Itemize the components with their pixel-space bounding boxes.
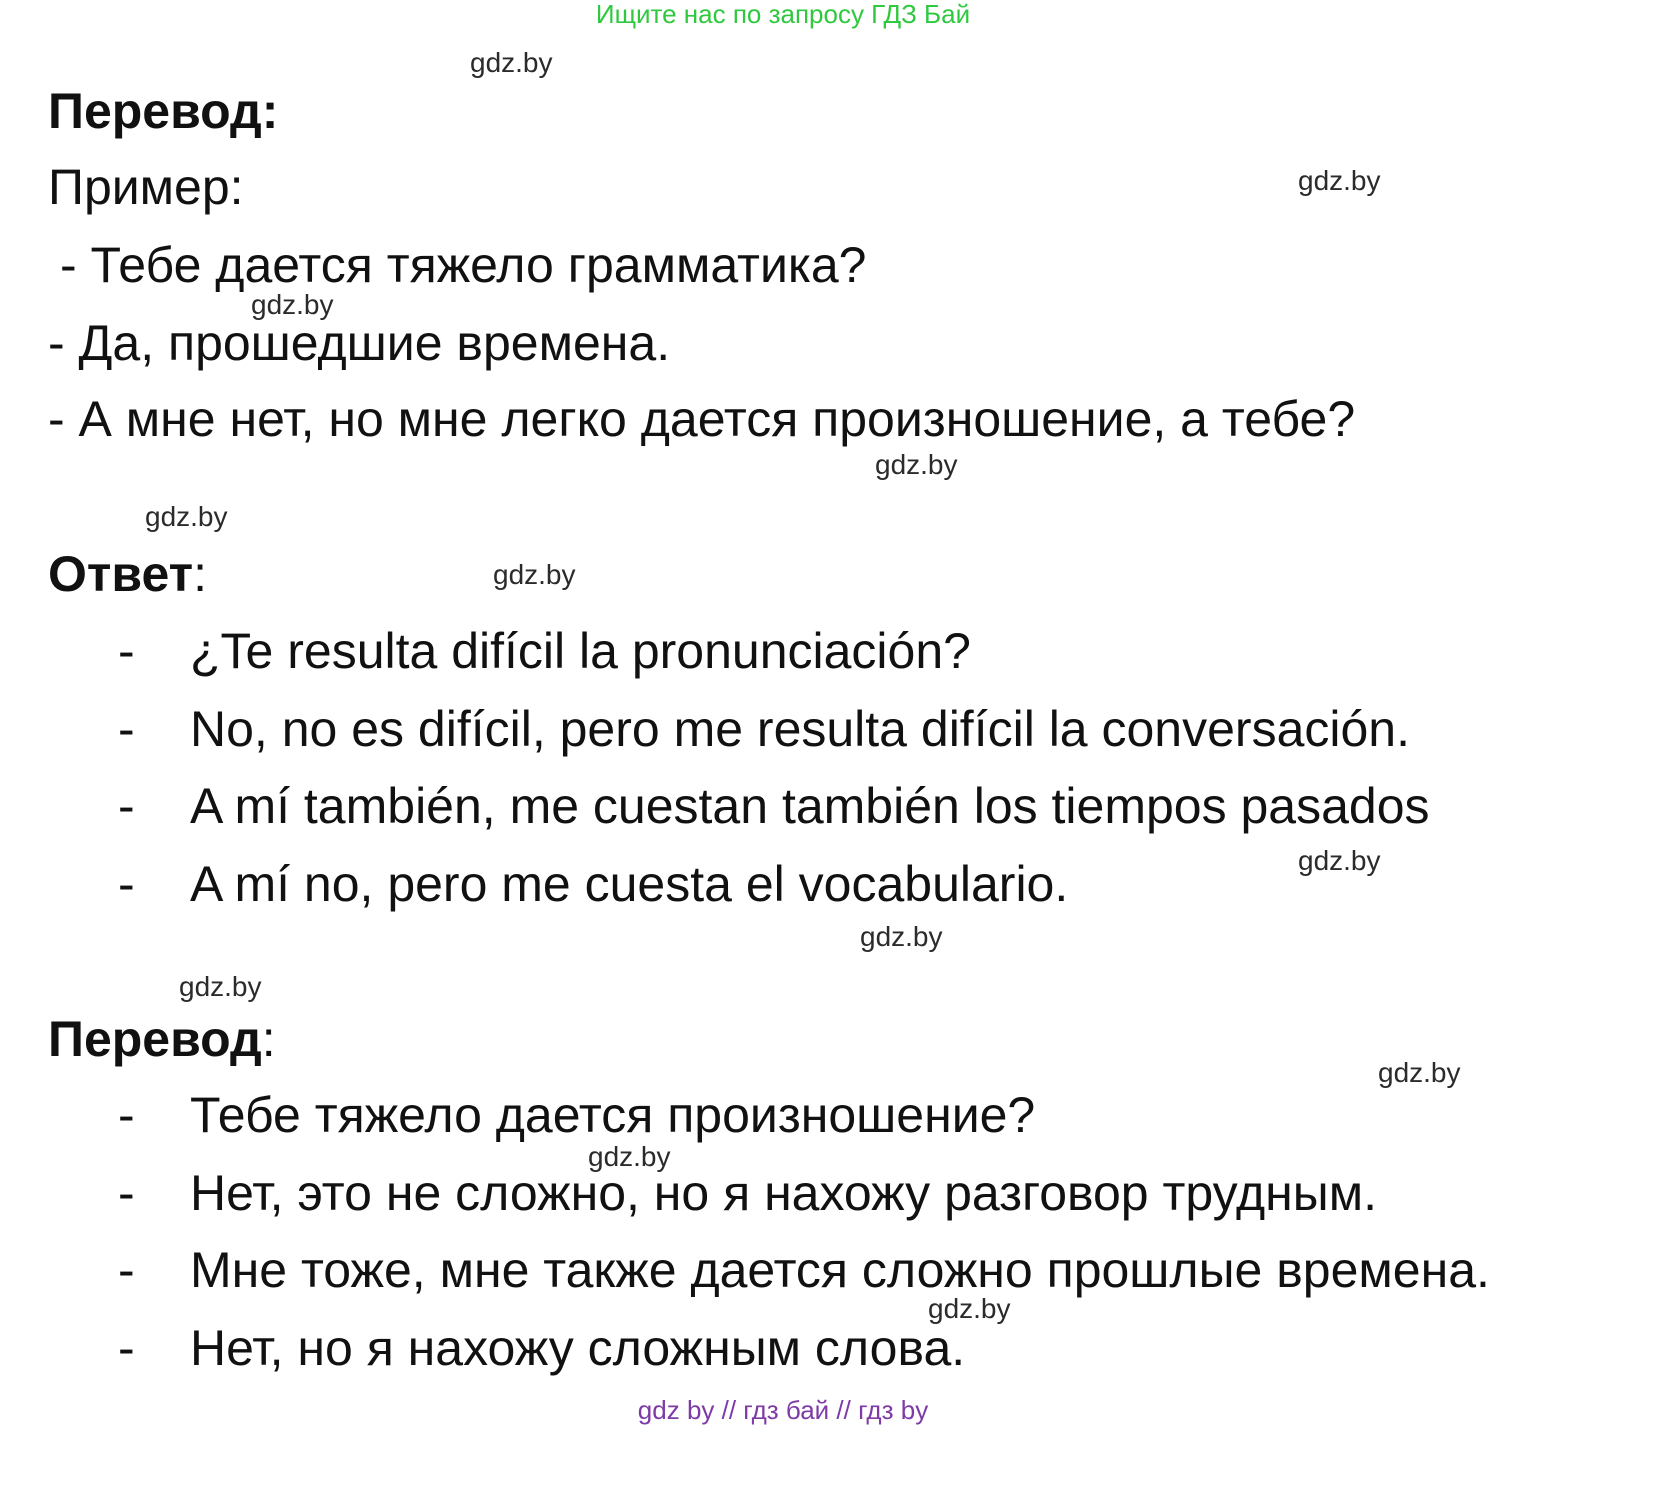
watermark: gdz.by: [875, 449, 958, 480]
example-label: Пример:: [48, 159, 244, 215]
answer-line: ¿Te resulta difícil la pronunciación?: [190, 623, 971, 679]
example-line: - Тебе дается тяжело грамматика?: [60, 237, 867, 293]
translation-line: Нет, но я нахожу сложным слова.: [190, 1320, 966, 1376]
translation-bullet: -: [118, 1320, 135, 1376]
watermark: gdz.by: [470, 47, 553, 78]
example-line: - А мне нет, но мне легко дается произношение, а тебе?: [48, 391, 1356, 447]
answer-bullet: -: [118, 701, 135, 757]
watermark: gdz.by: [1378, 1057, 1461, 1088]
translation-heading: Перевод:: [48, 83, 279, 139]
watermark: gdz.by: [179, 971, 262, 1002]
answer-bullet: -: [118, 778, 135, 834]
watermark: gdz.by: [493, 559, 576, 590]
answer-line: A mí también, me cuestan también los tiempos pasados: [190, 778, 1430, 834]
answer-heading-colon: :: [193, 546, 207, 602]
watermark: gdz.by: [1298, 845, 1381, 876]
answer-bullet: -: [118, 856, 135, 912]
watermark: gdz.by: [145, 501, 228, 532]
search-banner: Ищите нас по запросу ГДЗ Бай: [595, 0, 971, 29]
answer-heading: [48, 546, 207, 602]
answer-heading-text: Ответ: [48, 546, 194, 602]
answer-translation-heading-colon: :: [261, 1011, 276, 1067]
answer-bullet: -: [118, 623, 135, 679]
translation-line: Тебе тяжело дается произношение?: [190, 1087, 1036, 1143]
translation-line: Нет, это не сложно, но я нахожу разговор трудным.: [190, 1165, 1377, 1221]
watermark: gdz.by: [588, 1141, 671, 1172]
translation-bullet: -: [118, 1242, 135, 1298]
watermark: gdz.by: [251, 289, 334, 320]
answer-line: A mí no, pero me cuesta el vocabulario.: [190, 856, 1069, 912]
footer-site-names: gdz by // гдз бай // гдз by: [637, 1395, 929, 1425]
watermark: gdz.by: [1298, 165, 1381, 196]
watermark: gdz.by: [860, 921, 943, 952]
watermark: gdz.by: [928, 1293, 1011, 1324]
example-line: - Да, прошедшие времена.: [48, 315, 671, 371]
answer-line: No, no es difícil, pero me resulta difícil la conversación.: [190, 701, 1410, 757]
answer-translation-heading: [48, 1011, 276, 1067]
translation-bullet: -: [118, 1165, 135, 1221]
translation-bullet: -: [118, 1087, 135, 1143]
answer-translation-heading-text: Перевод: [48, 1011, 262, 1067]
translation-line: Мне тоже, мне также дается сложно прошлые времена.: [190, 1242, 1490, 1298]
